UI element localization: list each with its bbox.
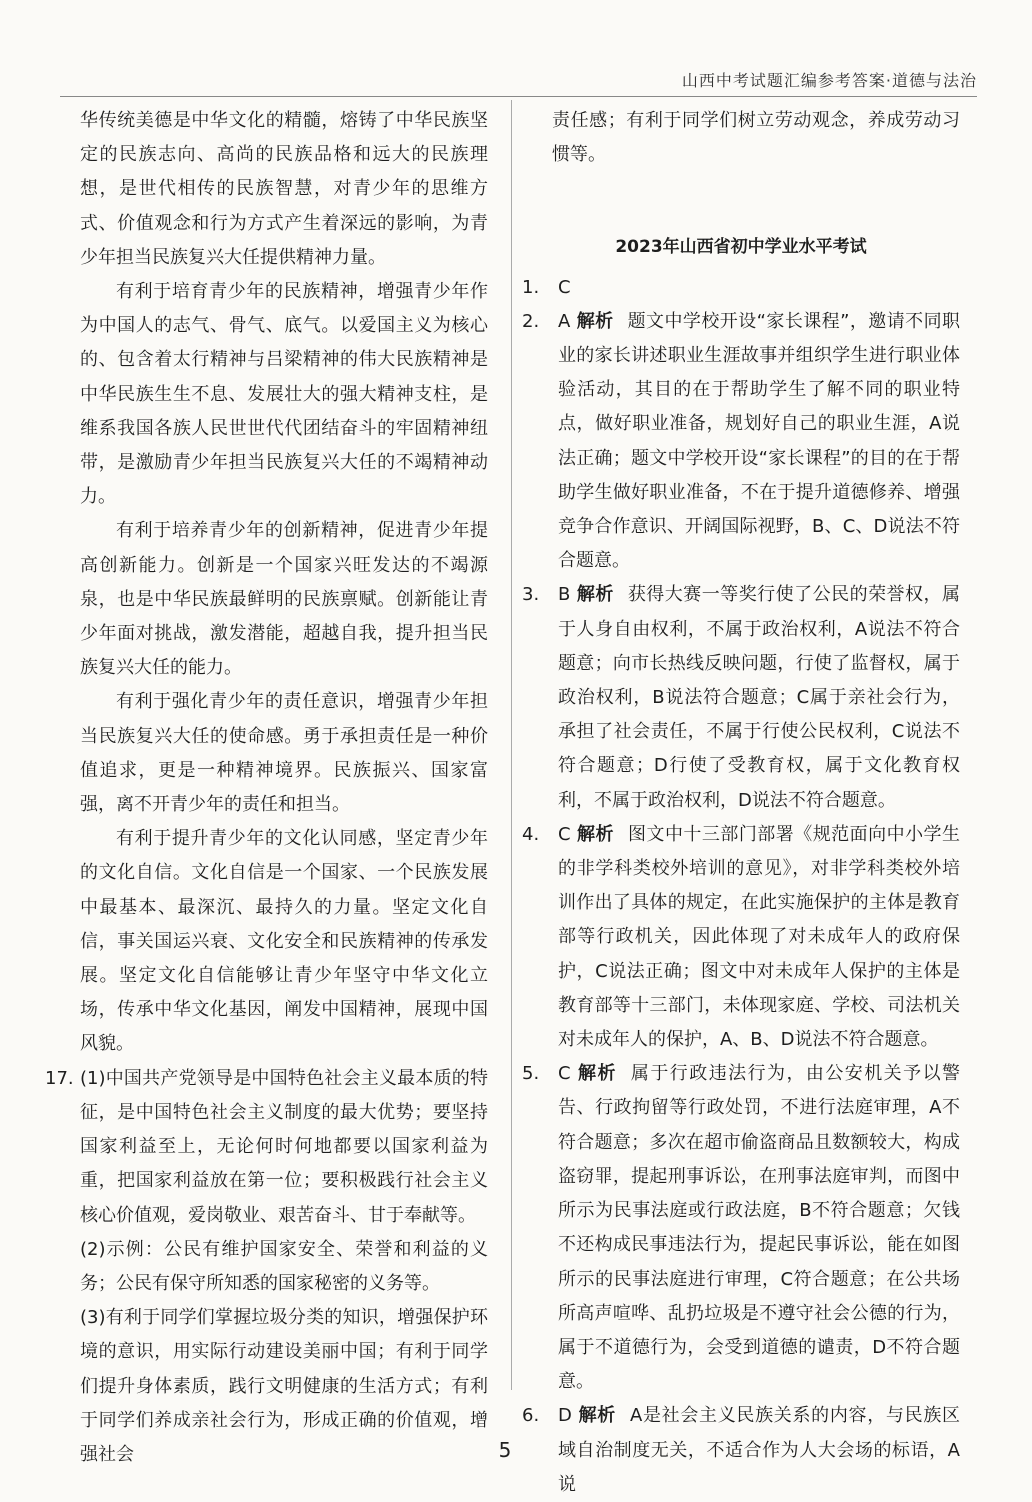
answer-item-4 <box>522 818 960 1057</box>
analysis-text: 属于行政违法行为，由公安机关予以警告、行政拘留等行政处罚，不进行法庭审理，A不符合题意；多次在超市偷盗商品且数额较大，构成盗窃罪，提起刑事诉讼，在刑事法庭审判，而图中所示为民事法庭或行政法庭，B不符合题意；欠钱不还构成民事违法行为，提起民事诉讼，能在如图所示的民事法庭进行审理，C符合题意；在公共场所高声喧哗、乱扔垃圾是不遵守社会公德的行为，属于不道德行为，会受到道德的谴责，D不符合题意。 <box>558 1063 961 1393</box>
running-header: 山西中考试题汇编参考答案·道德与法治 <box>681 71 977 90</box>
analysis-label: 解析 <box>576 310 614 332</box>
question-number: 5. <box>522 1063 540 1085</box>
question-number: 1. <box>522 276 540 298</box>
analysis-text: 图文中十三部门部署《规范面向中小学生的非学科类校外培训的意见》，对非学科类校外培训作出了具体的规定，在此实施保护的主体是教育部等行政机关，因此体现了对未成年人的政府保护，C说法正确；图文中对未成年人保护的主体是教育部等十三部门，未体现家庭、学校、司法机关对未成年人的保护，A、B、D说法不符合题意。 <box>558 823 961 1051</box>
question-number: 3. <box>522 584 540 606</box>
paragraph: 有利于培育青少年的民族精神，增强青少年作为中国人的志气、骨气、底气。以爱国主义为核心的、包含着太行精神与吕梁精神的伟大民族精神是中华民族生生不息、发展壮大的强大精神支柱，是维系我国各族人民世世代代团结奋斗的牢固精神纽带，是激励青少年担当民族复兴大任的不竭精神动力。 <box>80 281 488 508</box>
exam-title: 2023年山西省初中学业水平考试 <box>615 237 867 258</box>
paragraph: 有利于提升青少年的文化认同感，坚定青少年的文化自信。文化自信是一个国家、一个民族发展中最基本、最深沉、最持久的力量。坚定文化自信，事关国运兴衰、文化安全和民族精神的传承发展。坚定文化自信能够让青少年坚守中华文化立场，传承中华文化基因，阐发中国精神，展现中国风貌。 <box>80 828 488 1055</box>
page-number: 5 <box>498 1438 512 1462</box>
analysis-label: 解析 <box>576 1063 617 1085</box>
question-17-part-1 <box>45 1062 488 1233</box>
right-column <box>522 104 960 1502</box>
question-number: 6. <box>522 1405 540 1427</box>
column-divider <box>511 100 512 1390</box>
continued-text: 责任感；有利于同学们树立劳动观念，养成劳动习惯等。 <box>552 110 960 166</box>
answer-item-5 <box>522 1057 960 1399</box>
question-number: 2. <box>522 310 540 332</box>
answer-letter: C <box>558 276 571 298</box>
question-number: 17. <box>45 1067 74 1089</box>
header-rule <box>60 96 977 97</box>
question-17-part-2: (2)示例：公民有维护国家安全、荣誉和利益的义务；公民有保守所知悉的国家秘密的义务等。 <box>80 1238 488 1294</box>
answer-item-2 <box>522 305 960 579</box>
answer-letter: C <box>558 1063 571 1085</box>
paragraph: 华传统美德是中华文化的精髓，熔铸了中华民族坚定的民族志向、高尚的民族品格和远大的民族理想，是世代相传的民族智慧，对青少年的思维方式、价值观念和行为方式产生着深远的影响，为青少年担当民族复兴大任提供精神力量。 <box>80 110 488 268</box>
left-column <box>45 104 488 1472</box>
analysis-label: 解析 <box>576 584 614 606</box>
analysis-label: 解析 <box>577 1405 616 1427</box>
answer-letter: C <box>558 823 571 845</box>
paragraph: 有利于培养青少年的创新精神，促进青少年提高创新能力。创新是一个国家兴旺发达的不竭源泉，也是中华民族最鲜明的民族禀赋。创新能让青少年面对挑战，激发潜能，超越自我，提升担当民族复兴大任的能力。 <box>80 520 488 679</box>
paragraph: 有利于强化青少年的责任意识，增强青少年担当民族复兴大任的使命感。勇于承担责任是一种价值追求，更是一种精神境界。民族振兴、国家富强，离不开青少年的责任和担当。 <box>80 691 488 816</box>
answer-item-3 <box>522 578 960 817</box>
analysis-text: 获得大赛一等奖行使了公民的荣誉权，属于人身自由权利，不属于政治权利，A说法不符合题意；向市长热线反映问题，行使了监督权，属于政治权利，B说法符合题意；C属于亲社会行为，承担了社会责任，不属于行使公民权利，C说法不符合题意；D行使了受教育权，属于文化教育权利，不属于政治权利，D说法不符合题意。 <box>558 584 961 811</box>
answer-letter: A <box>558 310 571 332</box>
answer-item-6 <box>522 1399 960 1502</box>
analysis-text: A是社会主义民族关系的内容，与民族区域自治制度无关，不适合作为人大会场的标语，A说 <box>558 1405 961 1495</box>
analysis-text: 题文中学校开设“家长课程”，邀请不同职业的家长讲述职业生涯故事并组织学生进行职业体验活动，其目的在于帮助学生了解不同的职业特点，做好职业准备，规划好自己的职业生涯，A说法正确；题文中学校开设“家长课程”的目的在于帮助学生做好职业准备，不在于提升道德修养、增强竞争合作意识、开阔国际视野，B、C、D说法不符合题意。 <box>558 310 961 572</box>
analysis-label: 解析 <box>576 823 614 845</box>
question-number: 4. <box>522 823 540 845</box>
answer-letter: D <box>558 1405 572 1427</box>
answer-item-1 <box>522 271 960 305</box>
answer-letter: B <box>558 584 571 606</box>
question-17-part-3: (3)有利于同学们掌握垃圾分类的知识，增强保护环境的意识，用实际行动建设美丽中国；有利于同学们提升身体素质，践行文明健康的生活方式；有利于同学们养成亲社会行为，形成正确的价值观，增强社会 <box>80 1307 488 1465</box>
answer-text: (1)中国共产党领导是中国特色社会主义最本质的特征，是中国特色社会主义制度的最大优势；要坚持国家利益至上，无论何时何地都要以国家利益为重，把国家利益放在第一位；要积极践行社会主义核心价值观，爱岗敬业、艰苦奋斗、甘于奉献等。 <box>80 1067 488 1226</box>
